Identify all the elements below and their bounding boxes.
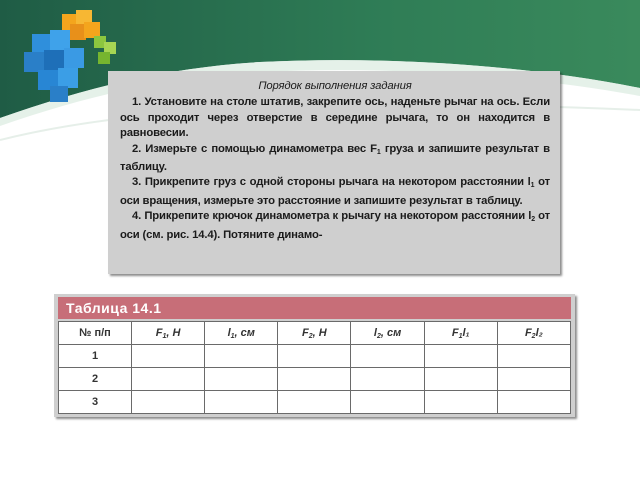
table-row (59, 345, 571, 368)
column-header: № п/п (59, 322, 132, 345)
table-cell[interactable] (351, 368, 424, 391)
column-header: $F_1$, Н (132, 322, 205, 345)
table-cell[interactable] (205, 391, 278, 414)
results-table (58, 321, 571, 414)
green-cube-icon (94, 36, 116, 64)
column-header: $l_1$, см (205, 322, 278, 345)
row-number: 2 (59, 368, 132, 391)
column-header: $l_2$, см (351, 322, 424, 345)
step-3 (120, 175, 550, 209)
table-cell[interactable] (278, 345, 351, 368)
table-header-row (59, 322, 571, 345)
table-cell[interactable] (205, 345, 278, 368)
table-title: Таблица 14.1 (58, 297, 571, 319)
table-cell[interactable] (132, 345, 205, 368)
table-cell[interactable] (497, 345, 570, 368)
step-1: 1. Установите на столе штатив, закрепите ось, наденьте рычаг на ось. Если ось проходит через отверстие в середине рычага, то он находится в равновесии. (120, 96, 550, 140)
table-row (59, 391, 571, 414)
instructions-heading: Порядок выполнения задания (258, 80, 412, 92)
table-cell[interactable] (278, 368, 351, 391)
step-3-text-a: 3. Прикрепите груз с одной стороны рычага на некотором расстоянии l (132, 176, 531, 189)
table-cell[interactable] (205, 368, 278, 391)
table-cell[interactable] (351, 345, 424, 368)
table-cell[interactable] (278, 391, 351, 414)
table-cell[interactable] (132, 391, 205, 414)
table-cell[interactable] (351, 391, 424, 414)
step-2 (120, 142, 550, 176)
step-3-subscript: 1 (530, 182, 535, 190)
row-number: 1 (59, 345, 132, 368)
table-cell[interactable] (424, 345, 497, 368)
column-header: $F_2$, Н (278, 322, 351, 345)
table-cell[interactable] (424, 368, 497, 391)
row-number: 3 (59, 391, 132, 414)
table-row (59, 368, 571, 391)
table-cell[interactable] (497, 368, 570, 391)
blue-cube-icon (24, 30, 84, 102)
step-2-text-b: груза и запишите результат в таблицу. (120, 142, 550, 174)
step-3-text-b: от оси вращения, измерьте это расстояние и запишите результат в таблицу. (120, 176, 550, 207)
step-2-subscript: 1 (376, 148, 381, 156)
instructions-panel (108, 71, 560, 274)
step-4-text-a: 4. Прикрепите крючок динамометра к рычагу на некотором расстоянии l (132, 210, 532, 223)
table-panel (54, 294, 575, 417)
table-cell[interactable] (132, 368, 205, 391)
table-cell[interactable] (424, 391, 497, 414)
table-cell[interactable] (497, 391, 570, 414)
step-4-text-b: от оси (см. рис. 14.4). Потяните динамо- (120, 210, 550, 241)
step-4-subscript: 2 (531, 216, 535, 224)
column-header: $F_2l_2$ (497, 322, 570, 345)
step-4 (120, 209, 550, 243)
column-header: $F_1l_1$ (424, 322, 497, 345)
step-2-text-a: 2. Измерьте с помощью динамометра вес F (132, 142, 377, 155)
